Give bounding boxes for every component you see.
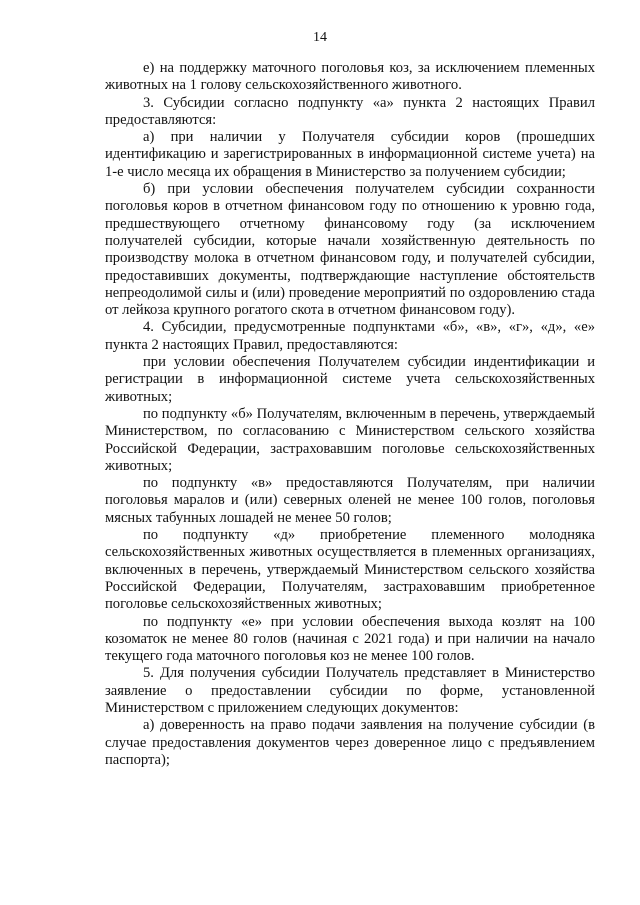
- paragraph-subclause-v: по подпункту «в» предоставляются Получателям, при наличии поголовья маралов и (или) северных оленей не менее 100 голов, поголовья мясных табунных лошадей не менее 50 голов;: [105, 475, 595, 526]
- paragraph-identification-condition: при условии обеспечения Получателем субсидии индентификации и регистрации в информационной системе учета сельскохозяйственных животных;: [105, 354, 595, 405]
- page-number: 14: [313, 30, 327, 45]
- paragraph-clause-5: 5. Для получения субсидии Получатель представляет в Министерство заявление о предоставлении субсидии по форме, установленной Министерством с приложением следующих документов:: [105, 665, 595, 716]
- paragraph-subclause-e: по подпункту «е» при условии обеспечения выхода козлят на 100 козоматок не менее 80 голов (начиная с 2021 года) и при наличии на начало текущего года маточного поголовья коз не менее 100 голов.: [105, 613, 595, 665]
- paragraph-subclause-d: по подпункту «д» приобретение племенного молодняка сельскохозяйственных животных осуществляется в племенных организациях, включенных в перечень, утверждаемый Министерством сельского хозяйства Российской Федерации, Получателям, застраховавшим приобретенное поголовье сельскохозяйственных животных;: [105, 527, 595, 613]
- paragraph-subclause-b: по подпункту «б» Получателям, включенным в перечень, утверждаемый Министерством, по согласованию с Министерством сельского хозяйства Российской Федерации, застраховавшим поголовье сельскохозяйственных животных;: [105, 405, 595, 474]
- document-body: [105, 60, 595, 769]
- paragraph-clause-3: 3. Субсидии согласно подпункту «а» пункта 2 настоящих Правил предоставляются:: [105, 94, 595, 128]
- paragraph-clause-3b: б) при условии обеспечения получателем субсидии сохранности поголовья коров в отчетном финансовом году по отношению к уровню года, предшествующего отчетному финансовому году (за исключением получателей субсидии, которые начали хозяйственную деятельность по производству молока в отчетном финансовом году, и получателей субсидии, предоставивших документы, подтверждающие наступление обстоятельств непреодолимой силы и (или) проведение мероприятий по оздоровлению стада от лейкоза крупного рогатого скота в отчетном финансовом году).: [105, 181, 595, 319]
- paragraph-clause-5a: а) доверенность на право подачи заявления на получение субсидии (в случае предоставления документов через доверенное лицо с предъявлением паспорта);: [105, 717, 595, 768]
- paragraph-goat-subsidy: е) на поддержку маточного поголовья коз, за исключением племенных животных на 1 голову сельскохозяйственного животного.: [105, 60, 595, 94]
- paragraph-clause-3a: а) при наличии у Получателя субсидии коров (прошедших идентификацию и зарегистрированных в информационной системе учета) на 1-е число месяца их обращения в Министерство за получением субсидии;: [105, 129, 595, 180]
- paragraph-clause-4: 4. Субсидии, предусмотренные подпунктами «б», «в», «г», «д», «е» пункта 2 настоящих Правил, предоставляются:: [105, 319, 595, 353]
